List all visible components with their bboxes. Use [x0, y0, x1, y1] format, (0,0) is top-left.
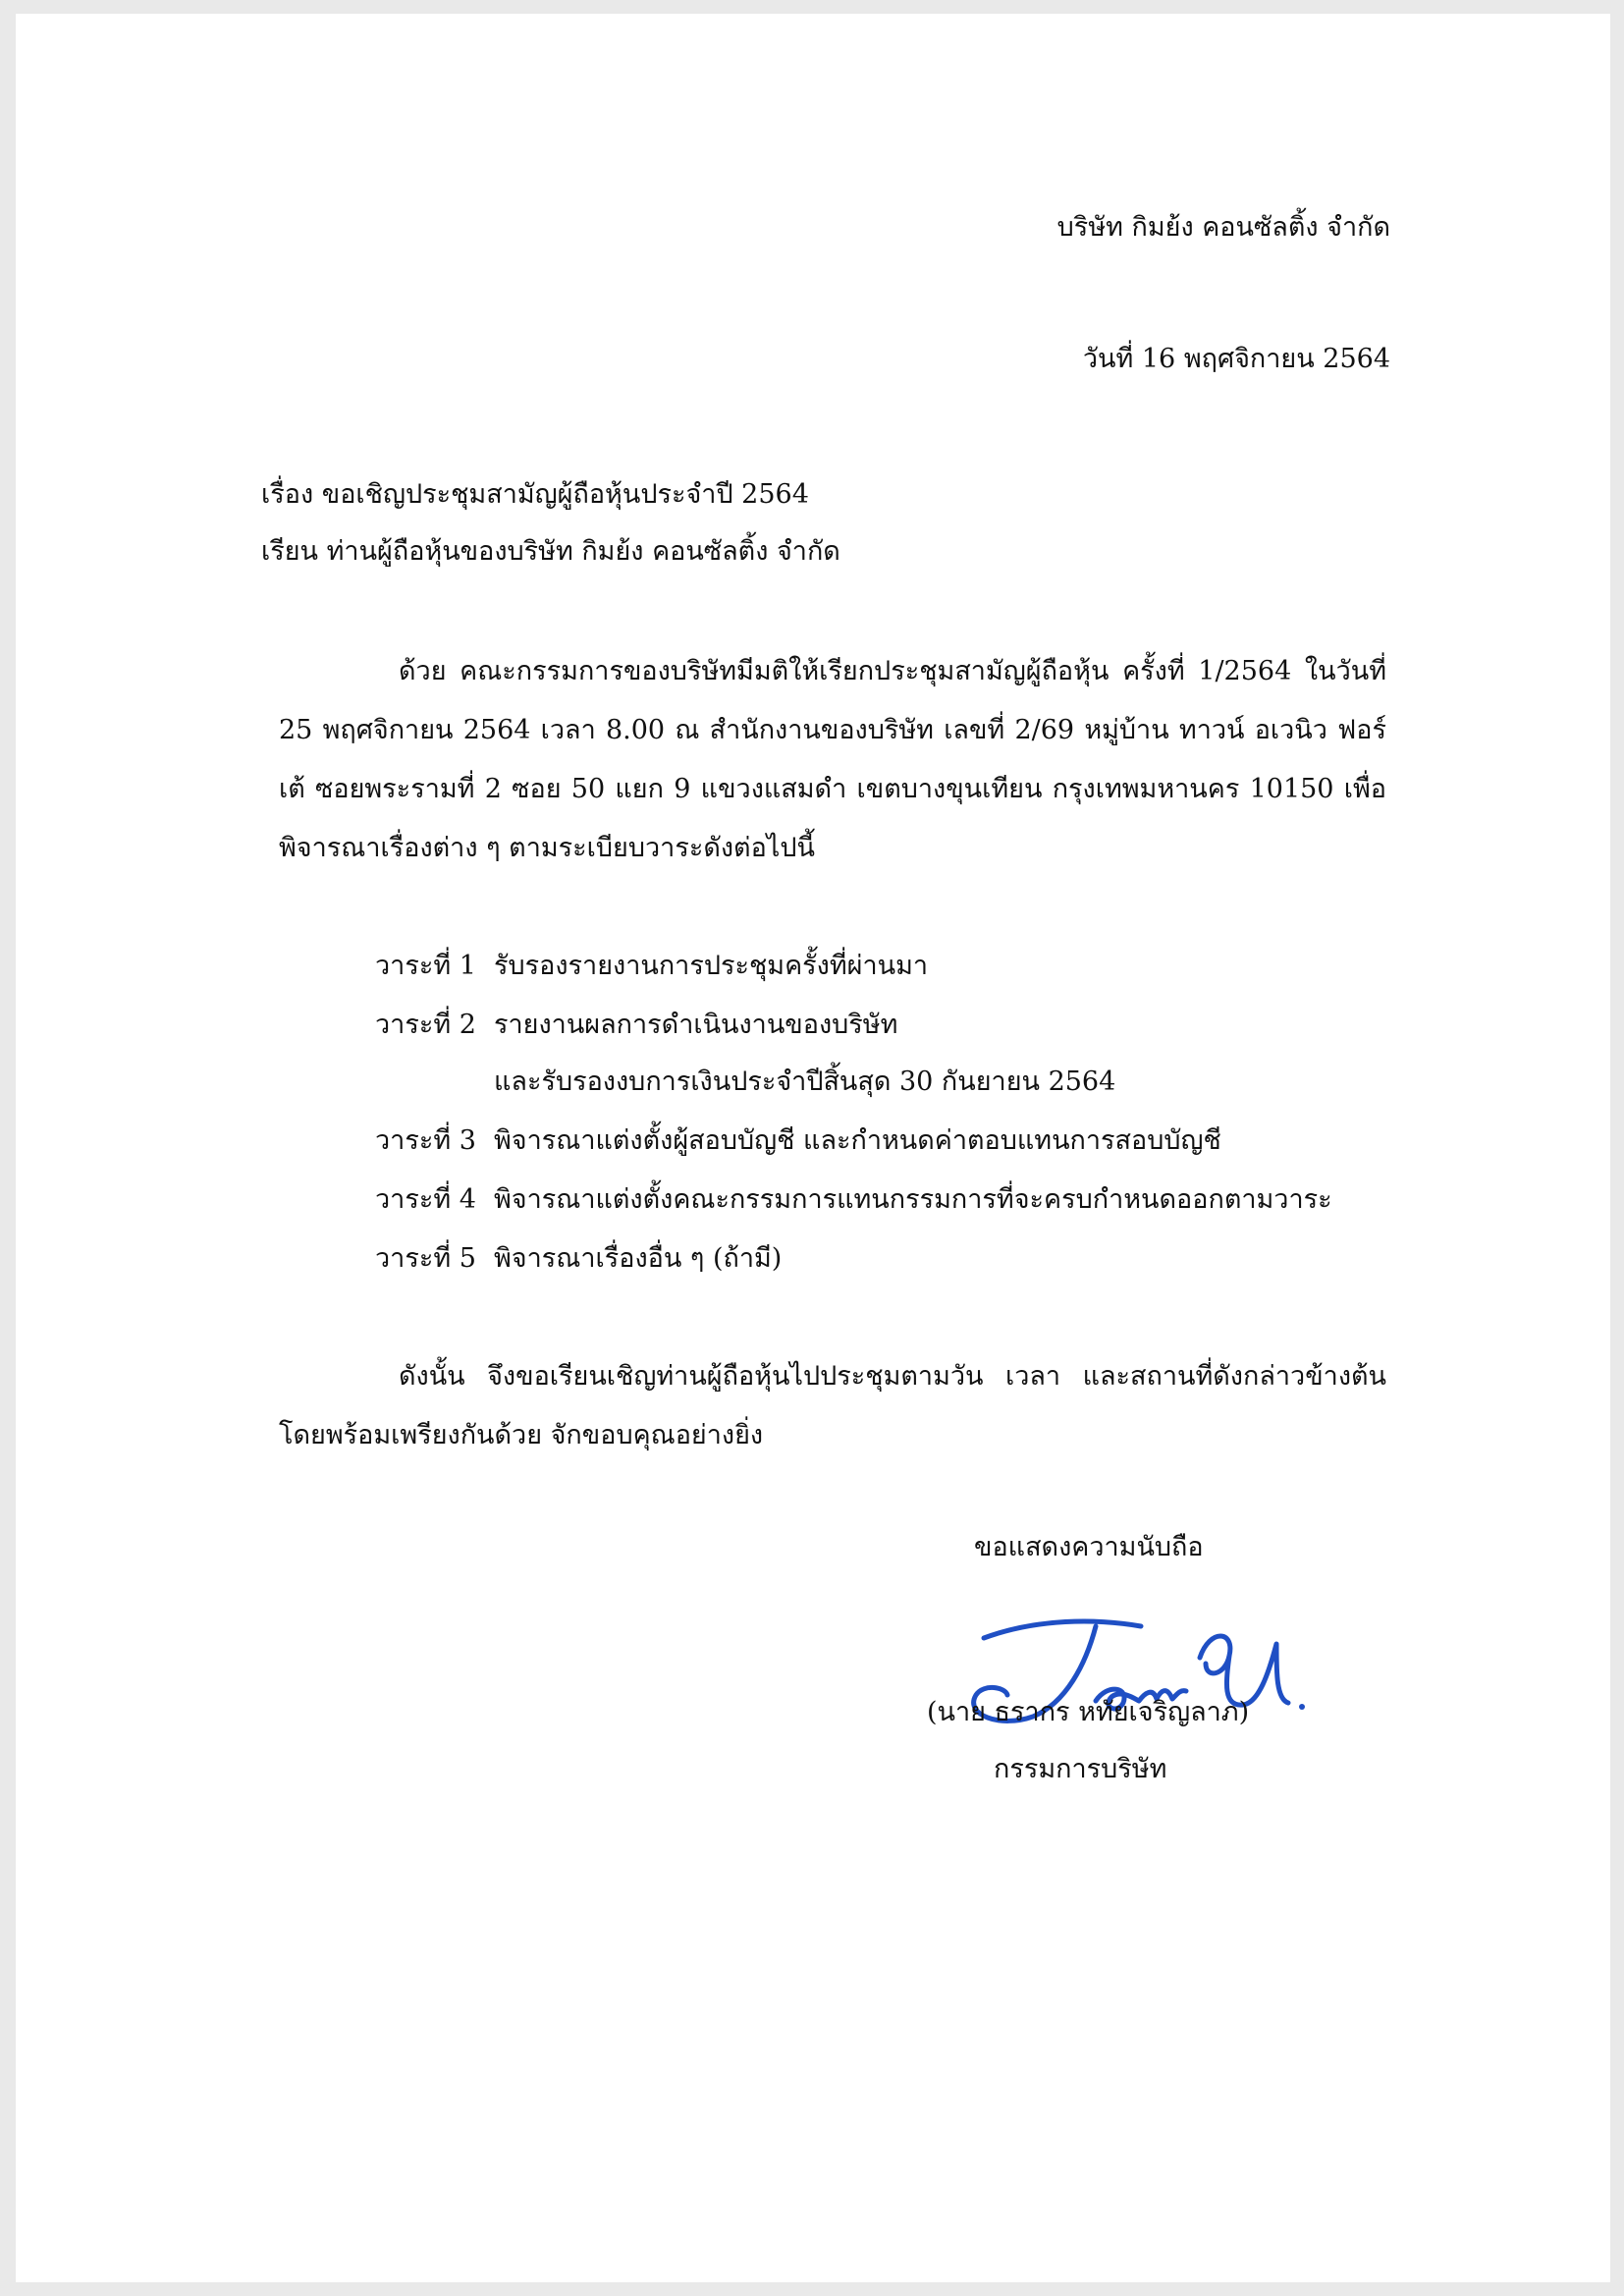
recipient-label: เรียน [261, 536, 319, 567]
agenda-1-text: รับรองรายงานการประชุมครั้งที่ผ่านมา [494, 951, 929, 981]
body-paragraph-2 [279, 1347, 1386, 1465]
subject-text: ขอเชิญประชุมสามัญผู้ถือหุ้นประจำปี 2564 [321, 479, 809, 510]
closing-salutation: ขอแสดงความนับถือ [974, 1532, 1204, 1562]
agenda-4-text: พิจารณาแต่งตั้งคณะกรรมการแทนกรรมการที่จะครบกำหนดออกตามวาระ [494, 1184, 1332, 1215]
agenda-1-number: วาระที่ 1 [375, 951, 476, 981]
agenda-5-number: วาระที่ 5 [375, 1243, 476, 1274]
agenda-2-text: รายงานผลการดำเนินงานของบริษัท [494, 1010, 898, 1040]
company-name: บริษัท กิมย้ง คอนซัลติ้ง จำกัด [1056, 212, 1390, 243]
subject-label: เรื่อง [261, 479, 314, 510]
body-paragraph-1-text: ด้วย คณะกรรมการของบริษัทมีมติให้เรียกประชุมสามัญผู้ถือหุ้น ครั้งที่ 1/2564 ในวันที่ 25 พฤศจิกายน 2564 เวลา 8.00 ณ สำนักงานของบริษัท เลขที่ 2/69 หมู่บ้าน ทาวน์ อเวนิว ฟอร์เต้ ซอยพระรามที่ 2 ซอย 50 แยก 9 แขวงแสมดำ เขตบางขุนเทียน กรุงเทพมหานคร 10150 เพื่อพิจารณาเรื่องต่าง ๆ ตามระเบียบวาระดังต่อไปนี้ [279, 656, 1386, 863]
letter-date: วันที่ 16 พฤศจิกายน 2564 [1082, 344, 1390, 374]
signer-name: (นาย ธรากร หทัยเจริญลาภ) [927, 1697, 1250, 1727]
agenda-5-text: พิจารณาเรื่องอื่น ๆ (ถ้ามี) [494, 1243, 783, 1274]
body-paragraph-2-text: ดังนั้น จึงขอเรียนเชิญท่านผู้ถือหุ้นไปประชุมตามวัน เวลา และสถานที่ดังกล่าวข้างต้นโดยพร้อมเพรียงกันด้วย จักขอบคุณอย่างยิ่ง [279, 1361, 1386, 1450]
agenda-2-number: วาระที่ 2 [375, 1010, 476, 1040]
agenda-4-number: วาระที่ 4 [375, 1184, 476, 1215]
signer-title: กรรมการบริษัท [994, 1754, 1167, 1784]
body-paragraph-1 [279, 642, 1386, 878]
agenda-3-number: วาระที่ 3 [375, 1125, 476, 1156]
agenda-2-continuation: และรับรองงบการเงินประจำปีสิ้นสุด 30 กันยายน 2564 [494, 1066, 1116, 1097]
recipient-text: ท่านผู้ถือหุ้นของบริษัท กิมย้ง คอนซัลติ้ง จำกัด [326, 536, 840, 567]
recipient-line [261, 534, 840, 570]
agenda-3-text: พิจารณาแต่งตั้งผู้สอบบัญชี และกำหนดค่าตอบแทนการสอบบัญชี [494, 1125, 1221, 1156]
subject-line [261, 477, 809, 513]
letter-page [16, 14, 1610, 2282]
